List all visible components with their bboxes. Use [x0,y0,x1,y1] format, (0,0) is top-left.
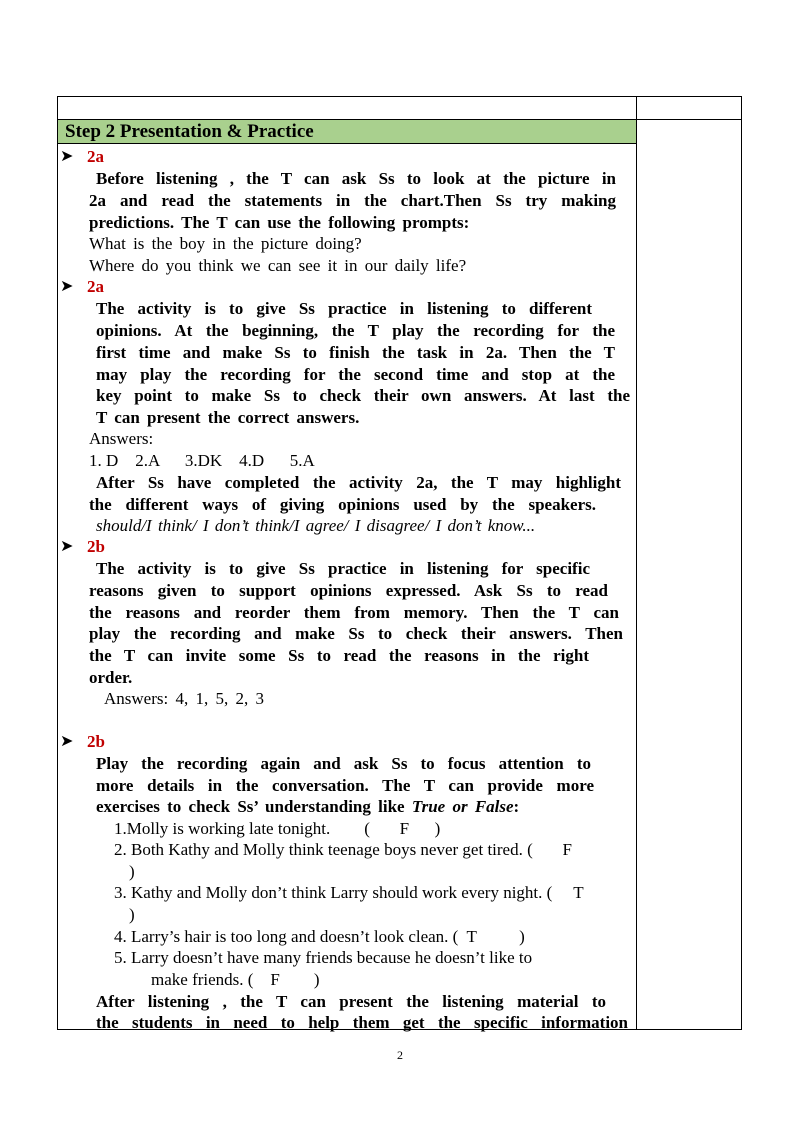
arrow-bullet-icon: ➤ [60,538,74,555]
step-header: Step 2 Presentation & Practice [58,120,636,144]
prompt-question: What is the boy in the picture doing? [89,234,362,253]
paragraph-line: The activity is to give Ss practice in listening to different [96,299,592,318]
paragraph-text: exercises to check Ss’ understanding like [96,797,412,816]
paragraph-line: the reasons and reorder them from memory. Then the T can [89,603,619,622]
exercise-item: 2. Both Kathy and Molly think teenage boys never get tired. ( F [114,840,572,859]
answers-label: Answers: [89,429,154,448]
paragraph-line: the T can invite some Ss to read the reasons in the right [89,646,589,665]
arrow-bullet-icon: ➤ [60,278,74,295]
exercise-item: 5. Larry doesn’t have many friends because he doesn’t like to [114,948,533,967]
paragraph-line: opinions. At the beginning, the T play the recording for the [96,321,615,340]
paragraph-line: predictions. The T can use the following prompts: [89,213,470,232]
exercise-item-cont: ) [129,905,135,924]
paragraph-line: Play the recording again and ask Ss to focus attention to [96,754,591,773]
paragraph-line: Before listening , the T can ask Ss to look at the picture in [96,169,616,188]
paragraph-line: play the recording and make Ss to check their answers. Then [89,624,623,643]
table-column-divider [636,97,637,1029]
exercise-item: 4. Larry’s hair is too long and doesn’t look clean. ( T ) [114,927,525,946]
paragraph-line: order. [89,668,133,687]
paragraph-line: T can present the correct answers. [96,408,360,427]
paragraph-line: more details in the conversation. The T can provide more [96,776,594,795]
paragraph-line: reasons given to support opinions expressed. Ask Ss to read [89,581,608,600]
paragraph-line: the different ways of giving opinions used by the speakers. [89,495,596,514]
section-marker: 2a [87,147,104,166]
exercise-item-cont: ) [129,862,135,881]
arrow-bullet-icon: ➤ [60,148,74,165]
section-marker: 2b [87,537,105,556]
exercise-item: 3. Kathy and Molly don’t think Larry should work every night. ( T [114,883,584,902]
paragraph-line: After listening , the T can present the listening material to [96,992,606,1011]
exercise-item: 1.Molly is working late tonight. ( F ) [114,819,441,838]
paragraph-line: first time and make Ss to finish the task in 2a. Then the T [96,343,615,362]
paragraph-line: the students in need to help them get the specific information [96,1013,628,1032]
opinion-phrases: should/I think/ I don’t think/I agree/ I disagree/ I don’t know... [96,516,536,535]
paragraph-line: key point to make Ss to check their own answers. At last the [96,386,630,405]
paragraph-line: may play the recording for the second time and stop at the [96,365,615,384]
section-marker: 2a [87,277,104,296]
paragraph-text: : [513,797,520,816]
page-number: 2 [397,1048,403,1062]
prompt-question: Where do you think we can see it in our daily life? [89,256,467,275]
paragraph-line: The activity is to give Ss practice in listening for specific [96,559,590,578]
paragraph-line: After Ss have completed the activity 2a, the T may highlight [96,473,621,492]
arrow-bullet-icon: ➤ [60,733,74,750]
true-false-emphasis: True or False [411,797,514,816]
exercise-item-cont: make friends. ( F ) [151,970,320,989]
section-marker: 2b [87,732,105,751]
paragraph-line: 2a and read the statements in the chart.Then Ss try making [89,191,616,210]
answers-line: Answers: 4, 1, 5, 2, 3 [104,689,264,708]
answers-line: 1. D 2.A 3.DK 4.D 5.A [89,451,315,470]
paragraph-line [96,796,519,818]
